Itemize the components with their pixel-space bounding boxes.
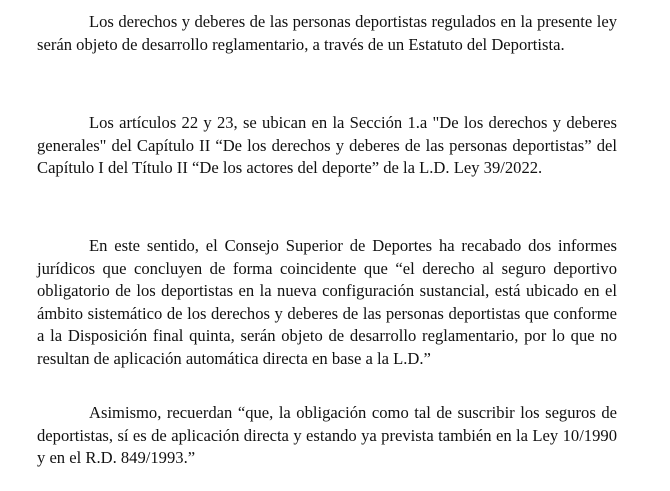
paragraph-articulos-22-23: Los artículos 22 y 23, se ubican en la Sección 1.a "De los derechos y deberes generales" del Capítulo II “De los derechos y deberes de las personas deportistas” del Capítulo I del Título II “De los actores del deporte” de la L.D. Ley 39/2022. [37,113,617,178]
paragraph-informes-juridicos: En este sentido, el Consejo Superior de Deportes ha recabado dos informes jurídicos que concluyen de forma coincidente que “el derecho al seguro deportivo obligatorio de los deportistas en la nueva configuración sustancial, está ubicado en el ámbito sistemático de los derechos y deberes de las personas deportistas que conforme a la Disposición final quinta, serán objeto de desarrollo reglamentario, por lo que no resultan de aplicación automática directa en base a la L.D.” [37,236,617,368]
paragraph-estatuto-deportista: Los derechos y deberes de las personas deportistas regulados en la presente ley serán objeto de desarrollo reglamentario, a través de un Estatuto del Deportista. [37,12,617,54]
paragraph-obligacion-seguros: Asimismo, recuerdan “que, la obligación como tal de suscribir los seguros de deportistas, sí es de aplicación directa y estando ya prevista también en la Ley 10/1990 y en el R.D. 849/1993.” [37,403,617,468]
